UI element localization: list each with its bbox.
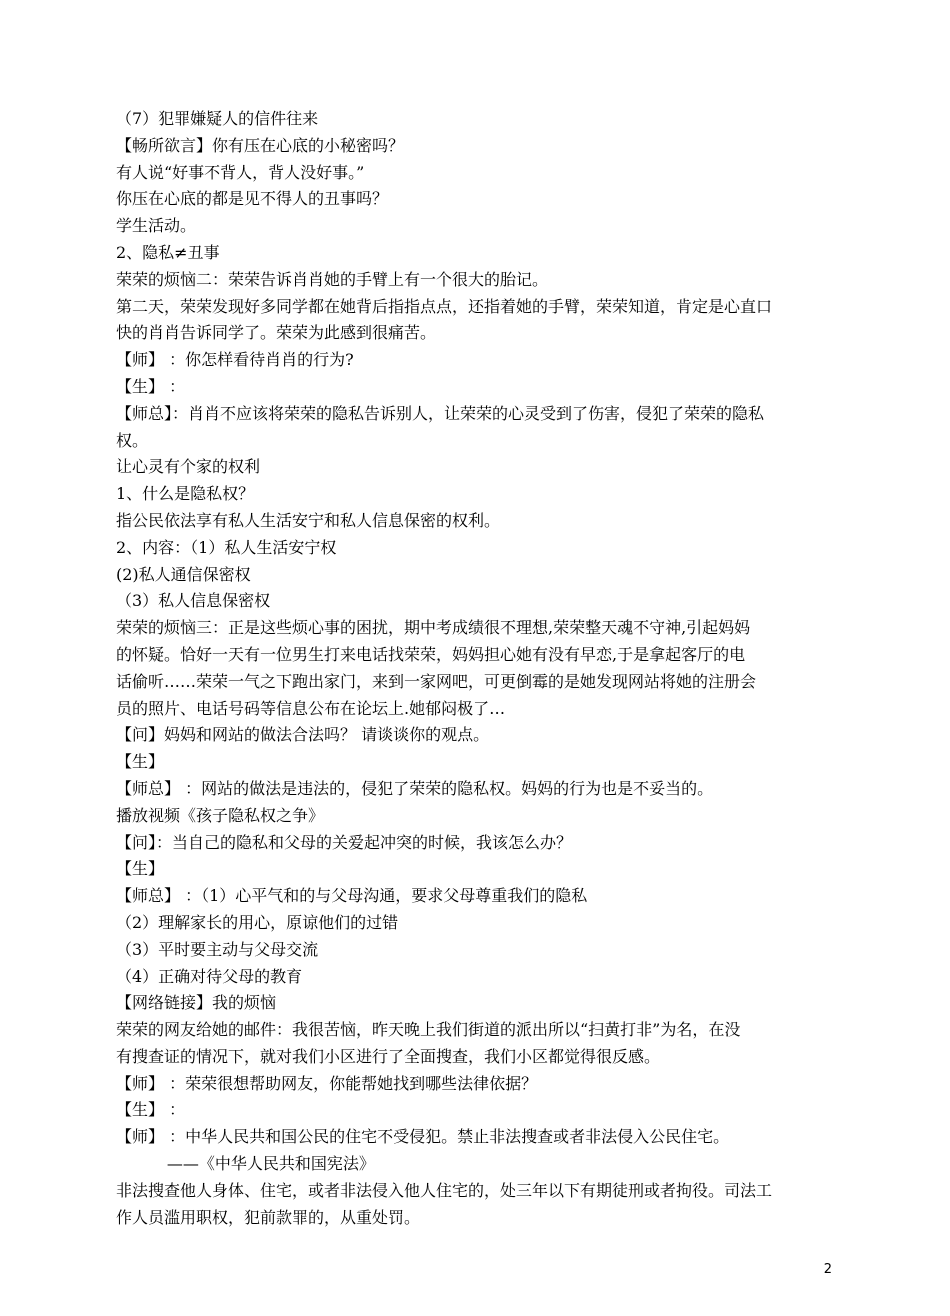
text-line: （7）犯罪嫌疑人的信件往来 — [116, 109, 319, 128]
text-line: 你压在心底的都是见不得人的丑事吗？ — [116, 189, 389, 209]
text-line: 【师总】 ：网站的做法是违法的，侵犯了荣荣的隐私权。妈妈的行为也是不妥当的。 — [116, 778, 714, 798]
text-line: 荣荣的烦恼三：正是这些烦心事的困扰，期中考成绩很不理想,荣荣整天魂不守神,引起妈妈 — [116, 618, 751, 638]
text-line: 【师总】 ：（1）心平气和的与父母沟通，要求父母尊重我们的隐私 — [116, 886, 588, 906]
text-line: 【生】 — [116, 752, 165, 772]
text-line: 【师总】：肖肖不应该将荣荣的隐私告诉别人，让荣荣的心灵受到了伤害，侵犯了荣荣的隐私 — [116, 403, 765, 423]
text-line: （4）正确对待父母的教育 — [116, 966, 303, 986]
text-line: (2)私人通信保密权 — [116, 564, 251, 584]
text-line: 权。 — [116, 430, 149, 450]
text-line: 【师】 ：你怎样看待肖肖的行为? — [116, 350, 354, 370]
text-line: 第二天，荣荣发现好多同学都在她背后指指点点，还指着她的手臂，荣荣知道，肯定是心直口 — [116, 296, 773, 316]
text-line: （3）私人信息保密权 — [116, 591, 271, 611]
text-line: 【生】 ： — [116, 376, 186, 396]
text-line: 【生】 ： — [116, 1100, 186, 1120]
text-line: 荣荣的网友给她的邮件：我很苦恼，昨天晚上我们街道的派出所以“扫黄打非”为名，在没 — [116, 1020, 741, 1040]
text-line: 【师】 ：中华人民共和国公民的住宅不受侵犯。禁止非法搜查或者非法侵入公民住宅。 — [116, 1127, 730, 1147]
text-line: 让心灵有个家的权利 — [116, 457, 261, 477]
text-line: 话偷听……荣荣一气之下跑出家门，来到一家网吧，可更倒霉的是她发现网站将她的注册会 — [116, 671, 757, 691]
text-line: 快的肖肖告诉同学了。荣荣为此感到很痛苦。 — [116, 323, 437, 343]
text-line: 荣荣的烦恼二：荣荣告诉肖肖她的手臂上有一个很大的胎记。 — [116, 269, 549, 289]
text-line: ——《中华人民共和国宪法》 — [116, 1154, 375, 1174]
text-line: 播放视频《孩子隐私权之争》 — [116, 805, 325, 825]
text-line: 非法搜查他人身体、住宅，或者非法侵入他人住宅的，处三年以下有期徒刑或者拘役。司法工 — [116, 1180, 773, 1200]
text-line: 【问】妈妈和网站的做法合法吗？ 请谈谈你的观点。 — [116, 725, 490, 745]
text-line: 【问】：当自己的隐私和父母的关爱起冲突的时候，我该怎么办？ — [116, 832, 573, 852]
text-line: 员的照片、电话号码等信息公布在论坛上.她郁闷极了… — [116, 698, 506, 718]
document-body — [116, 106, 836, 1231]
text-line: 的怀疑。恰好一天有一位男生打来电话找荣荣，妈妈担心她有没有早恋,于是拿起客厅的电 — [116, 644, 746, 664]
text-line: 【生】 — [116, 859, 165, 879]
page-number: 2 — [823, 1262, 832, 1277]
text-line: 【畅所欲言】你有压在心底的小秘密吗？ — [116, 135, 405, 155]
text-line: 2、内容：（1）私人生活安宁权 — [116, 537, 337, 557]
text-line: 学生活动。 — [116, 216, 197, 236]
text-line: 2、隐私≠丑事 — [116, 242, 220, 262]
text-line: 有搜查证的情况下，就对我们小区进行了全面搜查，我们小区都觉得很反感。 — [116, 1046, 661, 1066]
text-line: （3）平时要主动与父母交流 — [116, 939, 319, 959]
text-line: 作人员滥用职权，犯前款罪的，从重处罚。 — [116, 1207, 421, 1227]
text-line: 【师】 ：荣荣很想帮助网友，你能帮她找到哪些法律依据？ — [116, 1073, 538, 1093]
text-line: 【网络链接】我的烦恼 — [116, 993, 277, 1013]
text-line: 有人说“好事不背人，背人没好事。” — [116, 162, 365, 182]
text-line: 指公民依法享有私人生活安宁和私人信息保密的权利。 — [116, 510, 501, 530]
text-line: （2）理解家长的用心，原谅他们的过错 — [116, 912, 399, 932]
text-line: 1、什么是隐私权？ — [116, 484, 255, 504]
